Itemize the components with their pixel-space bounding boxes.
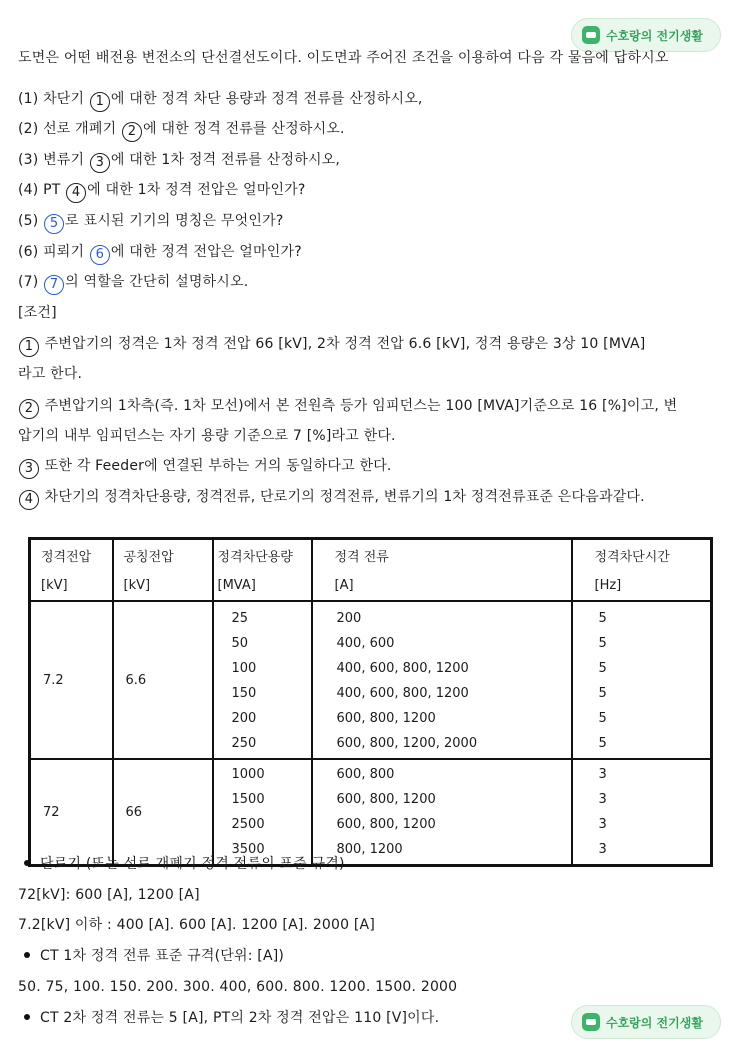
watermark-badge-top [571,18,721,52]
question-7 [18,272,733,295]
circled-number: 3 [19,459,39,479]
table-cell: 3 [598,792,607,807]
cell-nominal-voltage: 6.6 [113,601,213,759]
table-cell: 250 [231,736,257,751]
conditions-heading: [조건] [18,305,57,321]
watermark-badge-bottom [571,1005,721,1039]
circled-number: 4 [19,490,39,510]
cell-capacity-list [213,601,312,759]
note-text: CT 1차 정격 전류 표준 규격(단위: [A]) [40,948,285,964]
table-cell: 3 [598,767,607,782]
question-1 [18,89,733,112]
question-prefix: (5) [18,213,44,229]
question-prefix: (6) 피뢰기 [18,244,89,260]
table-cell: 600, 800, 1200 [336,711,436,726]
question-text: 의 역할을 간단히 설명하시오. [65,274,249,290]
circled-number: 4 [66,183,86,203]
cell-time-list [572,601,712,759]
note-ds-72kv: 72[kV]: 600 [A], 1200 [A] [18,887,200,903]
table-cell: 50 [231,636,249,651]
question-text: 에 대한 정격 차단 용량과 정격 전류를 산정하시오, [110,91,423,107]
table-cell: 5 [598,636,607,651]
question-4 [18,180,733,203]
question-text: 에 대한 정격 전압은 얼마인가? [110,244,302,260]
note-ct2 [18,1008,573,1028]
note-ct-values: 50. 75, 100. 150. 200. 300. 400, 600. 800. 1200. 1500. 2000 [18,979,458,995]
header-breaking-capacity: 정격차단용량 [MVA] [213,539,312,602]
question-prefix: (2) 선로 개폐기 [18,121,122,137]
table-cell: 1000 [231,767,265,782]
intro-text: 도면은 어떤 배전용 변전소의 단선결선도이다. 이도면과 주어진 조건을 이용하여 다음 각 물음에 답하시오 [18,50,669,66]
table-header-row [30,539,712,602]
bullet-icon [24,952,30,958]
table-cell: 5 [598,611,607,626]
circled-number: 1 [90,92,110,112]
question-5 [18,211,733,234]
condition-text: 주변압기의 정격은 1차 정격 전압 66 [kV], 2차 정격 전압 6.6 [kV], 정격 용량은 3상 10 [MVA] [40,336,646,352]
cell-current-list [312,601,572,759]
table-group-72kv [30,759,712,866]
question-prefix: (1) 차단기 [18,91,89,107]
question-text: 로 표시된 기기의 명칭은 무엇인가? [65,213,284,229]
table-cell: 800, 1200 [336,842,403,857]
cell-nominal-voltage: 66 [113,759,213,866]
header-nominal-voltage: 공칭전압 [kV] [113,539,213,602]
table-group-7.2kv [30,601,712,759]
note-text: 단로기 (또는 선로 개폐기 정격 전류의 표준 규격) [40,856,345,872]
table-cell: 1500 [231,792,265,807]
question-prefix: (3) 변류기 [18,152,89,168]
header-rated-current: 정격 전류 [A] [312,539,572,602]
watermark-text: 수호랑의 전기생활 [606,28,703,43]
rating-table [28,537,713,867]
condition-3 [18,456,733,479]
bullet-icon [24,860,30,866]
circled-number: 7 [44,275,64,295]
condition-2 [18,396,733,419]
bullet-icon [24,1014,30,1020]
table-cell: 5 [598,661,607,676]
circled-number: 6 [90,245,110,265]
table-cell: 600, 800, 1200 [336,817,436,832]
question-text: 에 대한 정격 전류를 산정하시오. [143,121,345,137]
condition-1-cont: 라고 한다. [18,366,83,382]
note-ds-7.2kv: 7.2[kV] 이하 : 400 [A]. 600 [A]. 1200 [A]. 2000 [A] [18,917,375,933]
question-text: 에 대한 1차 정격 전압은 얼마인가? [87,182,306,198]
cell-capacity-list [213,759,312,866]
cell-rated-voltage: 7.2 [30,601,113,759]
table-cell: 5 [598,736,607,751]
table-cell: 2500 [231,817,265,832]
table-cell: 400, 600 [336,636,395,651]
condition-4 [18,487,733,510]
question-2 [18,119,733,142]
question-prefix: (4) PT [18,182,66,198]
condition-2-cont: 압기의 내부 임피던스는 자기 용량 기준으로 7 [%]라고 한다. [18,428,396,444]
circled-number: 2 [122,122,142,142]
table-cell: 25 [231,611,249,626]
question-prefix: (7) [18,274,44,290]
watermark-text: 수호랑의 전기생활 [606,1015,703,1030]
circled-number: 3 [90,153,110,173]
condition-text: 주변압기의 1차측(즉. 1차 모선)에서 본 전원측 등가 임피던스는 100 [MVA]기준으로 16 [%]이고, 변 [40,398,678,414]
condition-text: 차단기의 정격차단용량, 정격전류, 단로기의 정격전류, 변류기의 1차 정격전류표준 은다음과같다. [40,489,645,505]
cell-rated-voltage: 72 [30,759,113,866]
circled-number: 1 [19,337,39,357]
table-cell: 3500 [231,842,265,857]
table-cell: 3 [598,842,607,857]
table-cell: 600, 800, 1200, 2000 [336,736,478,751]
chat-icon [582,1013,600,1031]
header-breaking-time: 정격차단시간 [Hz] [572,539,712,602]
table-cell: 5 [598,711,607,726]
cell-time-list [572,759,712,866]
table-cell: 400, 600, 800, 1200 [336,661,469,676]
note-ct-title [18,946,733,966]
table-cell: 200 [336,611,362,626]
chat-icon [582,26,600,44]
table-cell: 150 [231,686,257,701]
circled-number: 2 [19,399,39,419]
note-ds-title [18,854,733,874]
question-text: 에 대한 1차 정격 전류를 산정하시오, [110,152,341,168]
table-cell: 600, 800, 1200 [336,792,436,807]
table-cell: 200 [231,711,257,726]
table-cell: 400, 600, 800, 1200 [336,686,469,701]
table-cell: 600, 800 [336,767,395,782]
table-cell: 5 [598,686,607,701]
cell-current-list [312,759,572,866]
header-rated-voltage: 정격전압 [kV] [30,539,113,602]
condition-1 [18,334,733,357]
table-cell: 3 [598,817,607,832]
condition-text: 또한 각 Feeder에 연결된 부하는 거의 동일하다고 한다. [40,458,392,474]
question-3 [18,150,733,173]
circled-number: 5 [44,214,64,234]
table-cell: 100 [231,661,257,676]
note-text: CT 2차 정격 전류는 5 [A], PT의 2차 정격 전압은 110 [V]이다. [40,1010,440,1026]
question-6 [18,242,733,265]
